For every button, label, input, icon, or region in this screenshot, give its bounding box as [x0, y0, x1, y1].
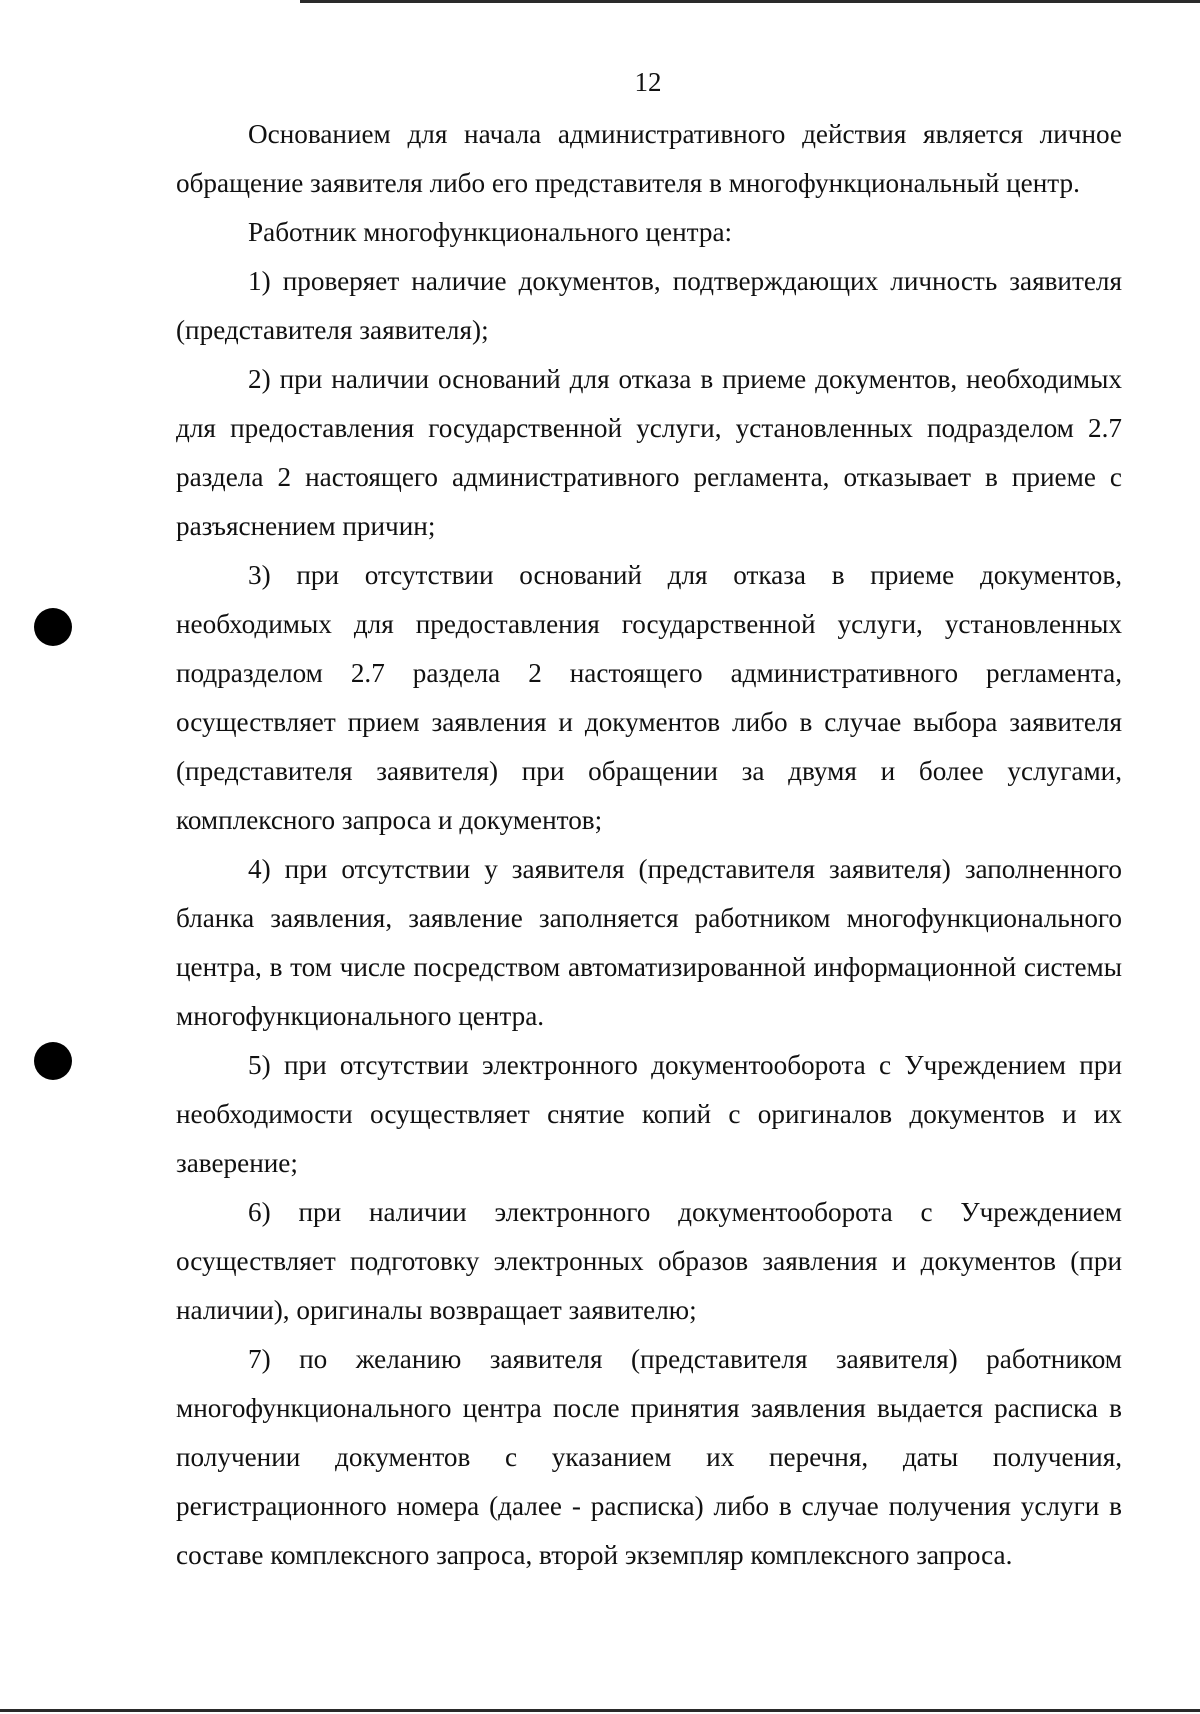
- document-body: [176, 110, 1122, 1580]
- punch-hole: [34, 1042, 72, 1080]
- page-number-text: 12: [634, 67, 662, 97]
- paragraph-item-7: 7) по желанию заявителя (представителя заявителя) работником многофункционального центра после принятия заявления выдается расписка в получении документов с указанием их перечня, даты получения, регистрационного номера (далее - расписка) либо в случае получения услуги в составе комплексного запроса, второй экземпляр комплексного запроса.: [176, 1344, 1122, 1570]
- paragraph-item-5: 5) при отсутствии электронного документооборота с Учреждением при необходимости осуществляет снятие копий с оригиналов документов и их заверение;: [176, 1050, 1122, 1178]
- paragraph-item-2: 2) при наличии оснований для отказа в приеме документов, необходимых для предоставления государственной услуги, установленных подразделом 2.7 раздела 2 настоящего административного регламента, отказывает в приеме с разъяснением причин;: [176, 364, 1122, 541]
- paragraph-item-4: 4) при отсутствии у заявителя (представителя заявителя) заполненного бланка заявления, заявление заполняется работником многофункционального центра, в том числе посредством автоматизированной информационной системы многофункционального центра.: [176, 854, 1122, 1031]
- paragraph-basis: Основанием для начала административного действия является личное обращение заявителя либо его представителя в многофункциональный центр.: [176, 119, 1122, 198]
- paragraph-employee-heading: Работник многофункционального центра:: [248, 217, 733, 247]
- scan-edge-top: [300, 0, 1200, 3]
- paragraph-item-1: 1) проверяет наличие документов, подтверждающих личность заявителя (представителя заявителя);: [176, 266, 1122, 345]
- paragraph-item-3: 3) при отсутствии оснований для отказа в приеме документов, необходимых для предоставления государственной услуги, установленных подразделом 2.7 раздела 2 настоящего административного регламента, осуществляет прием заявления и документов либо в случае выбора заявителя (представителя заявителя) при обращении за двумя и более услугами, комплексного запроса и документов;: [176, 560, 1122, 835]
- scan-edge-bottom: [0, 1709, 1200, 1712]
- punch-hole: [34, 608, 72, 646]
- page-number: [0, 67, 1200, 97]
- paragraph-item-6: 6) при наличии электронного документооборота с Учреждением осуществляет подготовку электронных образов заявления и документов (при наличии), оригиналы возвращает заявителю;: [176, 1197, 1122, 1325]
